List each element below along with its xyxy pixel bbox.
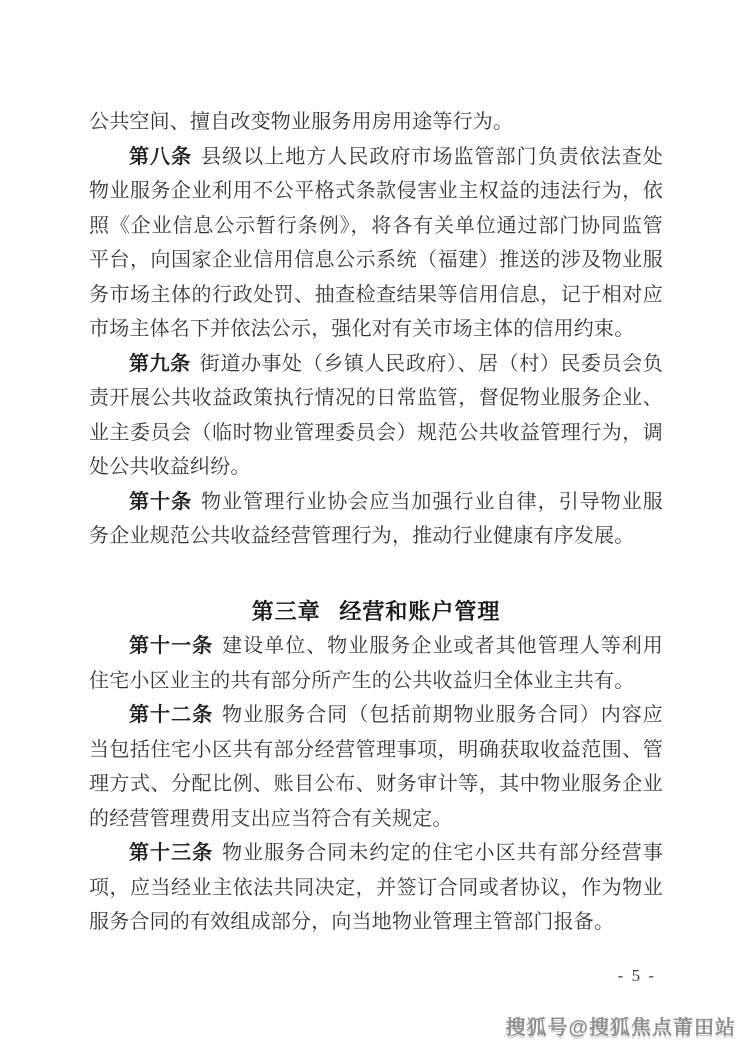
- article-11-text: 建设单位、物业服务企业或者其他管理人等利用住宅小区业主的共有部分所产生的公共收益归全体业主共有。: [89, 635, 663, 692]
- page-number: - 5 -: [617, 966, 656, 985]
- article-8-label: 第八条: [129, 145, 193, 168]
- chapter-heading: [89, 595, 663, 630]
- paragraph-continuation: 公共空间、擅自改变物业服务用房用途等行为。: [89, 111, 514, 133]
- article-10-label: 第十条: [129, 490, 193, 513]
- article-12: [89, 698, 663, 836]
- article-11: [89, 629, 663, 698]
- article-13-text: 物业服务合同未约定的住宅小区共有部分经营事项，应当经业主依法共同决定，并签订合同或者协议，作为物业服务合同的有效组成部分，向当地物业管理主管部门报备。: [89, 842, 663, 933]
- chapter-title: 经营和账户管理: [339, 598, 501, 624]
- article-10-text: 物业管理行业协会应当加强行业自律，引导物业服务企业规范公共收益经营管理行为，推动行业健康有序发展。: [89, 490, 663, 547]
- article-11-label: 第十一条: [129, 635, 214, 657]
- article-8-text: 县级以上地方人民政府市场监管部门负责依法查处物业服务企业利用不公平格式条款侵害业主权益的违法行为，依照《企业信息公示暂行条例》，将各有关单位通过部门协同监管平台，向国家企业信用信息公示系统（福建）推送的涉及物业服务市场主体的行政处罚、抽查检查结果等信用信息，记于相对应市场主体名下并依法公示，强化对有关市场主体的信用约束。: [89, 145, 663, 340]
- article-8: [89, 140, 663, 347]
- watermark-sohu-badge: 搜狐号@搜狐焦点莆田站: [505, 1017, 736, 1039]
- article-12-label: 第十二条: [129, 704, 214, 726]
- article-13: [89, 836, 663, 940]
- article-13-label: 第十三条: [129, 842, 214, 864]
- chapter-label: 第三章: [251, 598, 321, 624]
- article-9: [89, 347, 663, 485]
- article-9-text: 街道办事处（乡镇人民政府）、居（村）民委员会负责开展公共收益政策执行情况的日常监管，督促物业服务企业、业主委员会（临时物业管理委员会）规范公共收益管理行为，调处公共收益纠纷。: [89, 352, 663, 478]
- article-9-label: 第九条: [129, 352, 191, 375]
- article-10: [89, 485, 663, 554]
- article-12-text: 物业服务合同（包括前期物业服务合同）内容应当包括住宅小区共有部分经营管理事项，明确获取收益范围、管理方式、分配比例、账目公布、财务审计等，其中物业服务企业的经营管理费用支出应当符合有关规定。: [89, 704, 663, 830]
- document-body: [89, 105, 663, 940]
